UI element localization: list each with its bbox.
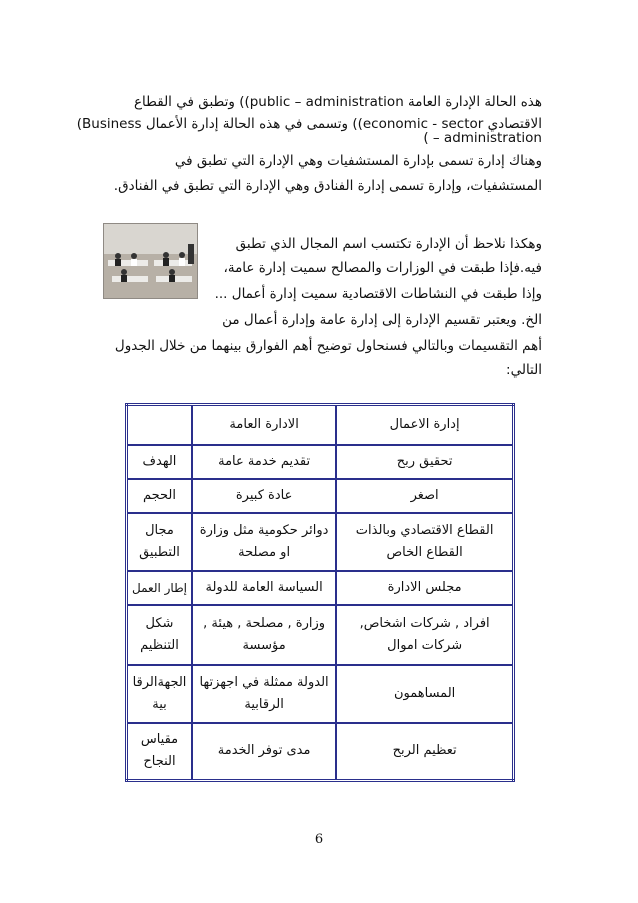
cell-public: الدولة ممثلة في اجهزتها الرقابية [192,665,336,723]
paragraph-2-line-1: وهكذا نلاحظ أن الإدارة تكتسب اسم المجال الذي تطبق [235,236,542,252]
paragraph-1-line-3: ( – administration [423,130,542,146]
paragraph-1-line-4: وهناك إدارة تسمى بإدارة المستشفيات وهي الإدارة التي تطبق في [174,153,542,169]
table-row [127,665,514,723]
cell-business: افراد , شركات اشخاص, شركات اموال [336,605,513,665]
table-header-row [127,405,514,445]
table-row [127,513,514,571]
paragraph-2-line-6: التالي: [506,362,542,378]
header-public: الادارة العامة [192,405,336,445]
table-row [127,479,514,513]
cell-business: مجلس الادارة [336,571,513,605]
cell-business: اصغر [336,479,513,513]
paragraph-2-line-3: وإذا طبقت في النشاطات الاقتصادية سميت إدارة أعمال ... [214,286,542,302]
paragraph-1-line-1: هذه الحالة الإدارة العامة public – administration)) وتطبق في القطاع [134,94,542,110]
comparison-table [125,403,515,782]
table-row [127,723,514,781]
cell-business: تعظيم الربح [336,723,513,781]
paragraph-2-line-4: الخ. ويعتبر تقسيم الإدارة إلى إدارة عامة وإدارة أعمال من [222,312,542,328]
cell-label: إطار العمل [127,571,192,605]
table-row [127,571,514,605]
cell-label: الحجم [127,479,192,513]
cell-public: مدى توفر الخدمة [192,723,336,781]
cell-label: الجهةالرقابية [127,665,192,723]
cell-label: مجال التطبيق [127,513,192,571]
classroom-photo-icon [103,223,198,299]
cell-public: عادة كبيرة [192,479,336,513]
cell-business: تحقيق ربح [336,445,513,479]
cell-business: القطاع الاقتصادي وبالذات القطاع الخاص [336,513,513,571]
header-business: إدارة الاعمال [336,405,513,445]
cell-label: الهدف [127,445,192,479]
table-row [127,605,514,665]
paragraph-2-line-2: فيه.فإذا طبقت في الوزارات والمصالح سميت إدارة عامة، [223,260,542,276]
paragraph-2-line-5: أهم التقسيمات وبالتالي فسنحاول توضيح أهم الفوارق بينهما من خلال الجدول [114,338,542,354]
page-number: 6 [314,832,324,847]
cell-public: وزارة , مصلحة , هيئة , مؤسسة [192,605,336,665]
cell-label: مقياس النجاح [127,723,192,781]
cell-business: المساهمون [336,665,513,723]
cell-label: شكل التنظيم [127,605,192,665]
cell-public: تقديم خدمة عامة [192,445,336,479]
paragraph-1-line-2: الاقتصادي economic - sector)) وتسمى في هذه الحالة إدارة الأعمال Business) [76,116,542,132]
paragraph-1-line-5: المستشفيات، وإدارة تسمى إدارة الفنادق وهي الإدارة التي تطبق في الفنادق. [113,178,542,194]
cell-public: دوائر حكومية مثل وزارة او مصلحة [192,513,336,571]
header-empty [127,405,192,445]
cell-public: السياسة العامة للدولة [192,571,336,605]
table-row [127,445,514,479]
